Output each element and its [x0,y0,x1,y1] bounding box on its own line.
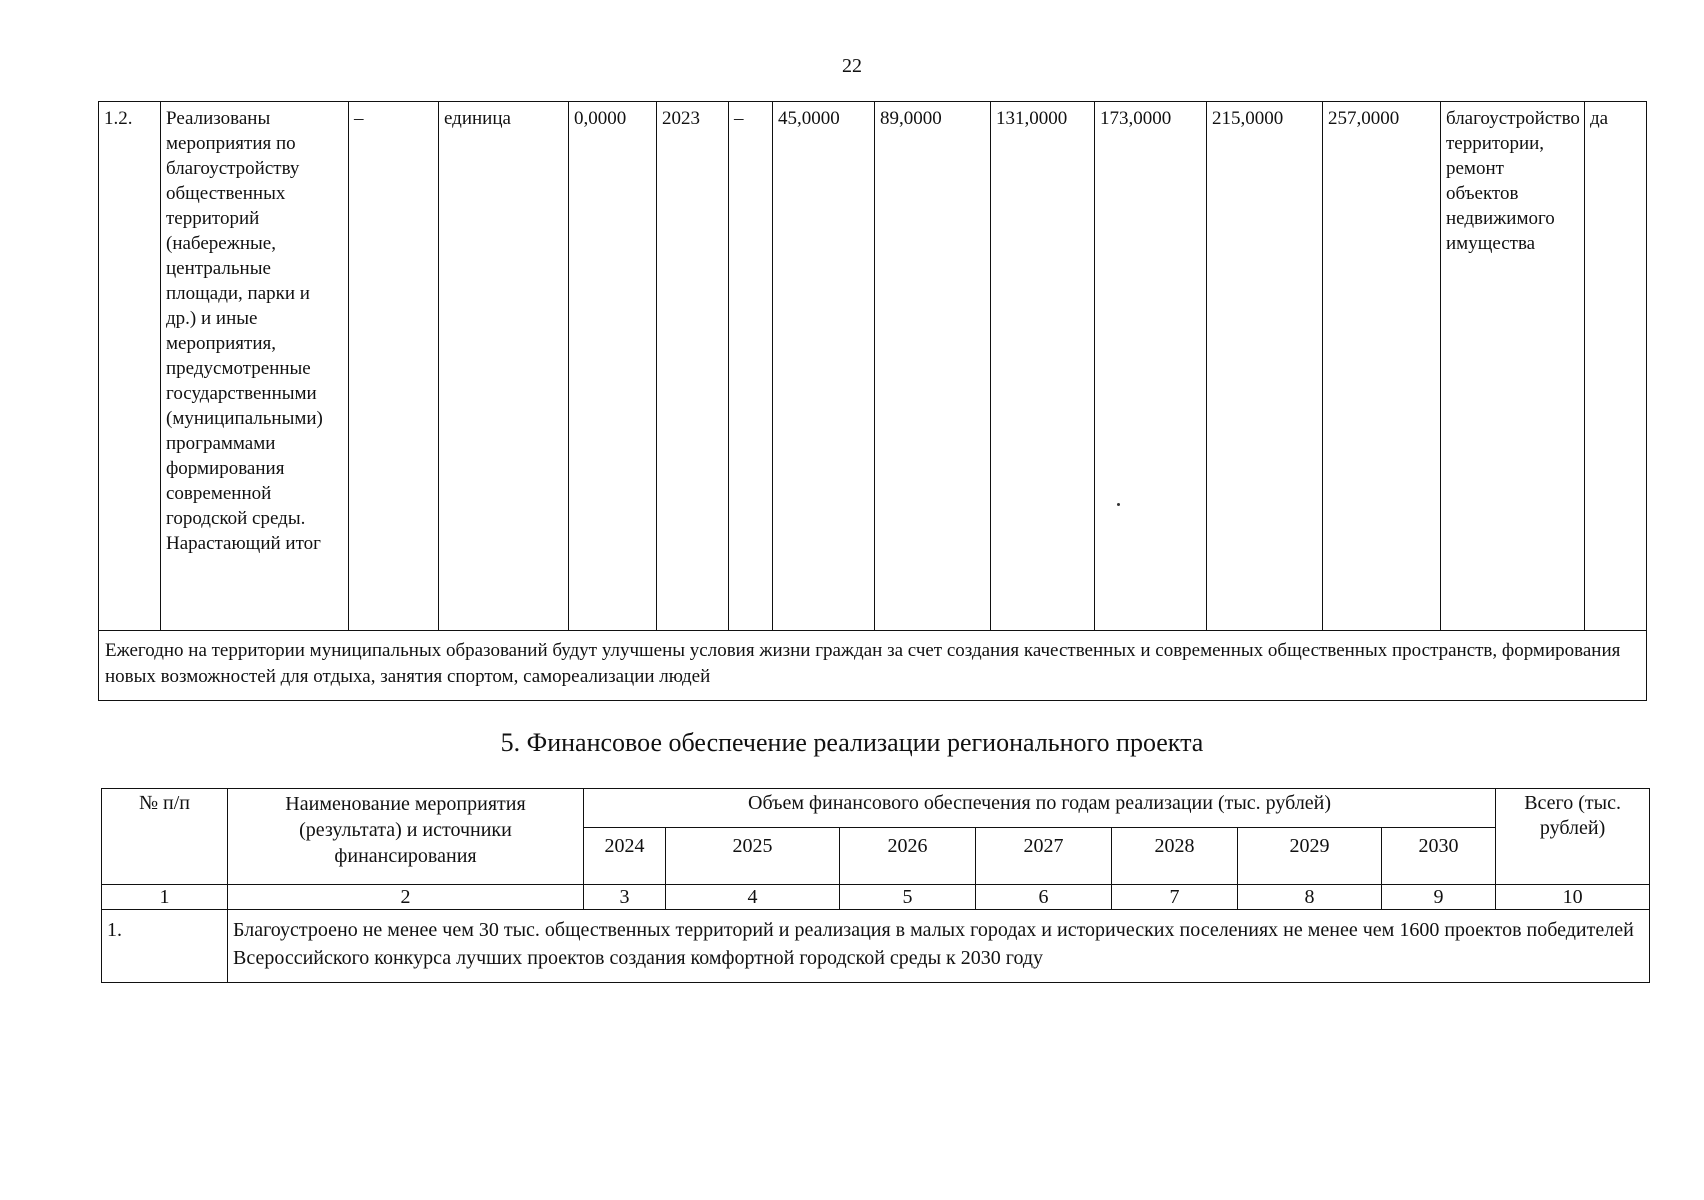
column-numbers-row [102,885,1650,910]
indicator-unit: единица [439,102,569,631]
indicator-value-2024: – [729,102,773,631]
effect-text: Ежегодно на территории муниципальных образований будут улучшены условия жизни граждан за счет создания качественных и современных общественных пространств, формирования новых возможностей для отдыха, занятия спортом, самореализации людей [99,631,1647,701]
indicator-row [99,102,1647,631]
header-total: Всего (тыс. рублей) [1496,789,1650,885]
header-year-2026: 2026 [840,828,976,885]
effect-row [99,631,1647,701]
column-number: 7 [1112,885,1238,910]
finance-item-text: Благоустроено не менее чем 30 тыс. общественных территорий и реализация в малых городах и исторических поселениях не менее чем 1600 проектов победителей Всероссийского конкурса лучших проектов создания комфортной городской среды к 2030 году [228,910,1650,983]
finance-table [101,788,1650,983]
column-number: 4 [666,885,840,910]
indicator-flag: да [1585,102,1647,631]
column-number: 8 [1238,885,1382,910]
column-number: 2 [228,885,584,910]
header-volume: Объем финансового обеспечения по годам реализации (тыс. рублей) [584,789,1496,828]
section-title: 5. Финансовое обеспечение реализации регионального проекта [500,728,1204,757]
header-year-2030: 2030 [1382,828,1496,885]
indicator-table [98,101,1647,701]
indicator-type: благоустройство территории, ремонт объектов недвижимого имущества [1441,102,1585,631]
indicator-value-2028: 173,0000 [1095,102,1207,631]
indicator-level: – [349,102,439,631]
indicator-value-2030: 257,0000 [1323,102,1441,631]
indicator-value-2029: 215,0000 [1207,102,1323,631]
header-year-2028: 2028 [1112,828,1238,885]
page-number: 22 [842,55,862,77]
indicator-num: 1.2. [99,102,161,631]
indicator-base-value: 0,0000 [569,102,657,631]
indicator-value-2025: 45,0000 [773,102,875,631]
indicator-value-2026: 89,0000 [875,102,991,631]
column-number: 10 [1496,885,1650,910]
finance-item-row [102,910,1650,983]
column-number: 3 [584,885,666,910]
finance-item-num: 1. [102,910,228,983]
indicator-name: Реализованы мероприятия по благоустройству общественных территорий (набережные, центральные площади, парки и др.) и иные мероприятия, предусмотренные государственными (муниципальными) программами формирования современной городской среды. Нарастающий итог [161,102,349,631]
header-num: № п/п [102,789,228,885]
header-year-2025: 2025 [666,828,840,885]
header-year-2029: 2029 [1238,828,1382,885]
column-number: 6 [976,885,1112,910]
column-number: 9 [1382,885,1496,910]
scan-dot [1117,503,1120,506]
indicator-value-2027: 131,0000 [991,102,1095,631]
header-year-2027: 2027 [976,828,1112,885]
header-year-2024: 2024 [584,828,666,885]
finance-header-row [102,789,1650,828]
column-number: 5 [840,885,976,910]
header-name: Наименование мероприятия (результата) и источники финансирования [228,789,584,885]
indicator-base-year: 2023 [657,102,729,631]
column-number: 1 [102,885,228,910]
